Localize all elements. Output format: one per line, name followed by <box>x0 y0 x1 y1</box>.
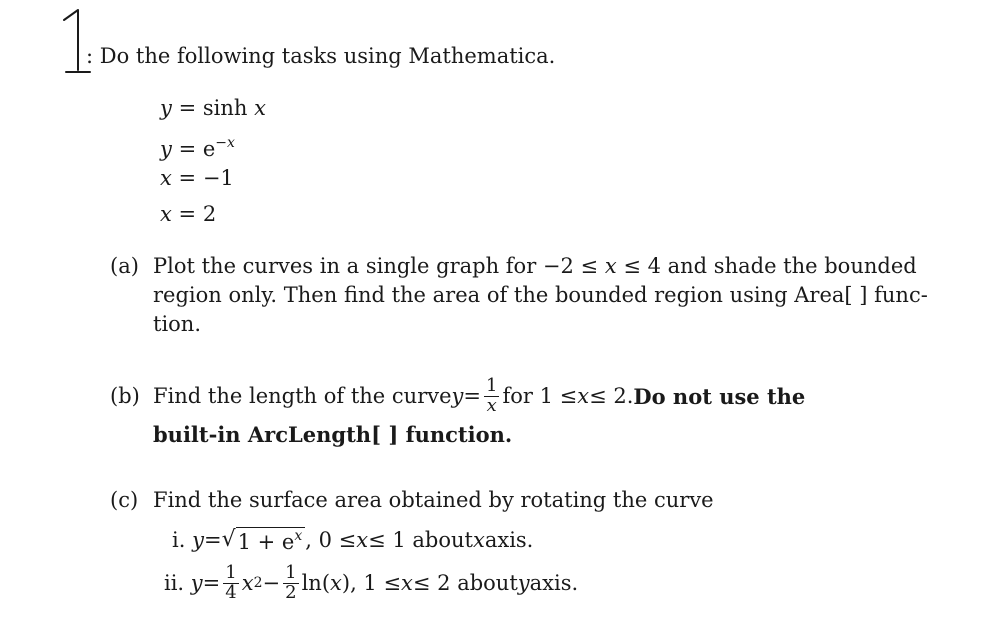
curve-equation-x-neg1: x = −1 <box>160 166 234 190</box>
part-a-line3: tion. <box>153 312 201 336</box>
sqrt-radicand: $1 + e^x$ <box>236 527 306 553</box>
part-a-label: (a) <box>110 254 139 278</box>
part-b-line1: Find the length of the curve y = $\frac{1}{x}$ for 1 ≤ x ≤ 2. Do not use the <box>153 374 806 416</box>
part-a-line1: Plot the curves in a single graph for −2 ≤ x ≤ 4 and shade the bounded <box>153 254 917 278</box>
task-header: : Do the following tasks using Mathematica. <box>86 44 556 68</box>
part-b-line2: built-in ArcLength[ ] function. <box>153 422 513 447</box>
curve-equation-x-2: x = 2 <box>160 202 217 226</box>
sqrt-symbol: √ <box>221 527 236 552</box>
fraction-one-quarter: $\frac{1}{4}$ <box>225 561 237 603</box>
curve-equation-exp: $y = e^{-x}$ <box>160 135 235 161</box>
part-c-label: (c) <box>110 488 139 512</box>
part-c-item-ii: ii. y = $\frac{1}{4}$ x 2 − $\frac{1}{2}$ ln ( x ) , 1 ≤ x ≤ 2 about y axis. <box>164 561 579 603</box>
part-c-item-i: i. y = √ $1 + e^x$ , 0 ≤ x ≤ 1 about x axis. <box>172 527 534 554</box>
part-c-intro: Find the surface area obtained by rotating the curve <box>153 488 714 512</box>
fraction-one-half: $\frac{1}{2}$ <box>285 561 297 603</box>
curve-equation-sinh: y = sinh x <box>160 96 266 120</box>
part-b-label: (b) <box>110 384 140 408</box>
fraction-one-over-x: $\frac{1}{x}$ <box>486 374 498 416</box>
part-a-line2: region only. Then find the area of the bounded region using Area[ ] func- <box>153 283 928 307</box>
